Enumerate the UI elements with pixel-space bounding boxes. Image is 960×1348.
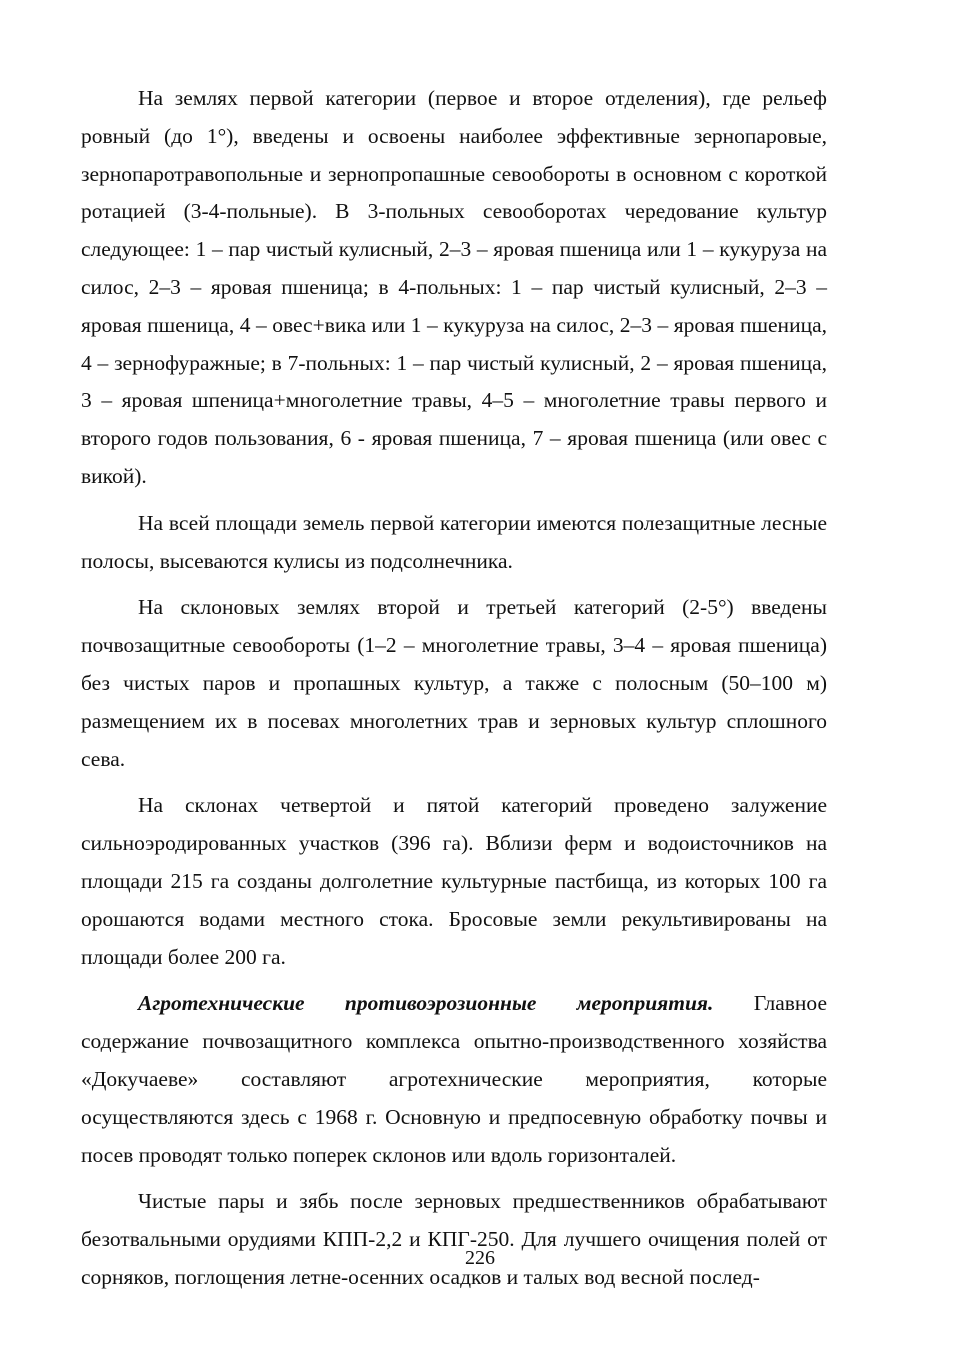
page-number: 226 <box>465 1247 495 1269</box>
paragraph-slope-lands: На склоновых землях второй и третьей категорий (2-5°) введены почвозащитные севообороты (1–2 – многолетние травы, 3–4 – яровая пшеница) без чистых паров и пропашных культур, а также с полосным (50–100 м) размещением их в посевах многолетних трав и зерновых культур сплошного сева. <box>81 595 827 771</box>
paragraph-agrotechnical-text: Главное содержание почвозащитного комплекса опытно-производственного хозяйства «Докучаеве» составляют агротехнические мероприятия, которые осуществляются здесь с 1968 г. Основную и предпосевную обработку почвы и посев проводят только поперек склонов или вдоль горизонталей. <box>81 991 827 1167</box>
section-lead-heading: Агротехнические противоэрозионные мероприятия. <box>138 991 714 1016</box>
paragraph-forest-belts: На всей площади земель первой категории имеются полезащитные лесные полосы, высеваются кулисы из подсолнечника. <box>81 510 827 573</box>
body-text <box>81 80 827 1297</box>
paragraph-fallow-tillage: Чистые пары и зябь после зерновых предшественников обрабатывают безотвальными орудиями КПП-2,2 и КПГ-250. Для лучшего очищения полей от сорняков, поглощения летне-осенних осадков и талых вод весной послед- <box>81 1189 827 1289</box>
paragraph-crop-rotations: На землях первой категории (первое и второе отделения), где рельеф ровный (до 1°), введены и освоены наиболее эффективные зернопаровые, зернопаротравопольные и зернопропашные севообороты в основном с короткой ротацией (3-4-польные). В 3-польных севооборотах чередование культур следующее: 1 – пар чистый кулисный, 2–3 – яровая пшеница или 1 – кукуруза на силос, 2–3 – яровая пшеница; в 4-польных: 1 – пар чистый кулисный, 2–3 – яровая пшеница, 4 – овес+вика или 1 – кукуруза на силос, 2–3 – яровая пшеница, 4 – зернофуражные; в 7-польных: 1 – пар чистый кулисный, 2 – яровая пшеница, 3 – яровая шпеница+многолетние травы, 4–5 – многолетние травы первого и второго годов пользования, 6 - яровая пшеница, 7 – яровая пшеница (или овес с викой). <box>81 86 827 488</box>
paragraph-grassing: На склонах четвертой и пятой категорий проведено залужение сильноэродированных участков (396 га). Вблизи ферм и водоисточников на площади 215 га созданы долголетние культурные пастбища, из которых 100 га орошаются водами местного стока. Бросовые земли рекультивированы на площади более 200 га. <box>81 793 827 969</box>
paragraph-agrotechnical-measures <box>81 985 827 1174</box>
